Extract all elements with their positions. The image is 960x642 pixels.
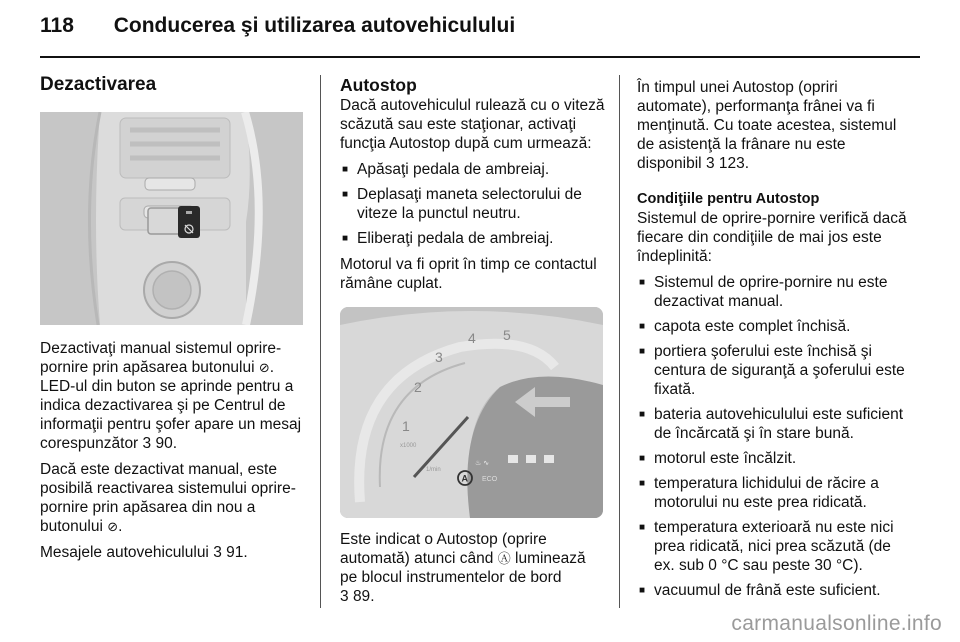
autostop-title: Autostop	[340, 75, 417, 95]
ref-arrow-icon: 3	[705, 155, 715, 172]
autostop-indicator-icon: Ⓐ	[497, 551, 511, 566]
gauge-unit-label: 1/min	[426, 467, 441, 473]
tachometer-illustration	[340, 307, 603, 518]
list-item: ■ Eliberaţi pedala de ambreiaj.	[340, 229, 605, 248]
gauge-tick-label: 4	[468, 330, 476, 346]
autostop-off-icon: ⊘	[258, 360, 270, 375]
gauge-tick-label: 3	[435, 349, 443, 365]
ref-arrow-icon: 3	[142, 435, 152, 452]
gauge-tick-label: 2	[414, 379, 422, 395]
section-title: Dezactivarea	[40, 74, 157, 95]
list-item: ■ portiera şoferului este închisă şi centura de siguranţă a şoferului este fixată.	[637, 342, 907, 399]
conditions-list	[637, 273, 907, 600]
messages-paragraph: Mesajele autovehiculului 3 91.	[40, 544, 248, 561]
list-item: ■ capota este complet închisă.	[637, 317, 907, 336]
chapter-title: Conducerea şi utilizarea autovehiculului	[113, 14, 516, 37]
instrument-cluster-figure	[340, 307, 603, 518]
button-panel-figure	[40, 112, 303, 325]
list-item: ■ temperatura lichidului de răcire a motorului nu este prea ridicată.	[637, 474, 907, 512]
watermark: carmanualsonline.info	[731, 612, 942, 635]
column-1	[40, 75, 305, 569]
list-item: ■ Deplasaţi maneta selectorului de viteze la punctul neutru.	[340, 185, 605, 223]
reactivation-paragraph: Dacă este dezactivat manual, este posibilă reactivarea sistemului oprire-pornire prin apăsarea din nou a butonului ⊘.	[40, 461, 296, 535]
deactivation-paragraph: Dezactivaţi manual sistemul oprire-pornire prin apăsarea butonului ⊘. LED-ul din buton se aprinde pentru a indica dezactivarea şi pe Centrul de informaţii pentru şofer apare un mesaj corespunzător 3 90.	[40, 340, 302, 452]
gauge-tick-label: 5	[503, 327, 511, 343]
page-header	[40, 14, 515, 38]
autostop-steps-list	[340, 160, 605, 248]
svg-text:A: A	[461, 473, 468, 484]
list-item: ■ Sistemul de oprire-pornire nu este dezactivat manual.	[637, 273, 907, 311]
eco-label: ECO	[482, 476, 498, 483]
list-item: ■ vacuumul de frână este suficient.	[637, 581, 907, 600]
list-item: ■ Apăsaţi pedala de ambreiaj.	[340, 160, 605, 179]
header-rule	[40, 56, 920, 58]
column-3	[637, 78, 907, 607]
page-number: 118	[40, 14, 74, 37]
gauge-unit-label: x1000	[400, 443, 417, 449]
engine-stop-paragraph: Motorul va fi oprit în timp ce contactul rămâne cuplat.	[340, 256, 597, 292]
conditions-intro: Sistemul de oprire-pornire verifică dacă fiecare din condiţiile de mai jos este îndeplinită:	[637, 210, 907, 265]
column-divider	[320, 75, 321, 608]
autostop-indicator-paragraph: Este indicat o Autostop (oprire automată) atunci când Ⓐ luminează pe blocul instrumentelor de bord 3 89.	[340, 531, 586, 605]
ref-arrow-icon: 3	[340, 588, 349, 605]
svg-text:♨ ∿: ♨ ∿	[475, 460, 490, 467]
autostop-off-icon: ⊘	[107, 519, 119, 534]
list-item: ■ bateria autovehiculului este suficient de încărcată şi în stare bună.	[637, 405, 907, 443]
autostop-intro: Dacă autovehiculul rulează cu o viteză scăzută sau este staţionar, activaţi funcţia Autostop după cum urmează:	[340, 97, 605, 152]
column-2	[340, 75, 605, 613]
dashboard-panel-illustration	[40, 112, 303, 325]
gauge-tick-label: 1	[402, 418, 410, 434]
ref-arrow-icon: 3	[213, 544, 222, 561]
column-divider	[619, 75, 620, 608]
brake-paragraph: În timpul unei Autostop (opriri automate), performanţa frânei va fi menţinută. Cu toate acestea, sistemul de asistenţă la frânare nu este disponibil 3 123.	[637, 79, 897, 172]
list-item: ■ motorul este încălzit.	[637, 449, 907, 468]
list-item: ■ temperatura exterioară nu este nici prea ridicată, nici prea scăzută (de ex. sub 0 °C sau peste 30 °C).	[637, 518, 907, 575]
conditions-title: Condiţiile pentru Autostop	[637, 191, 820, 207]
